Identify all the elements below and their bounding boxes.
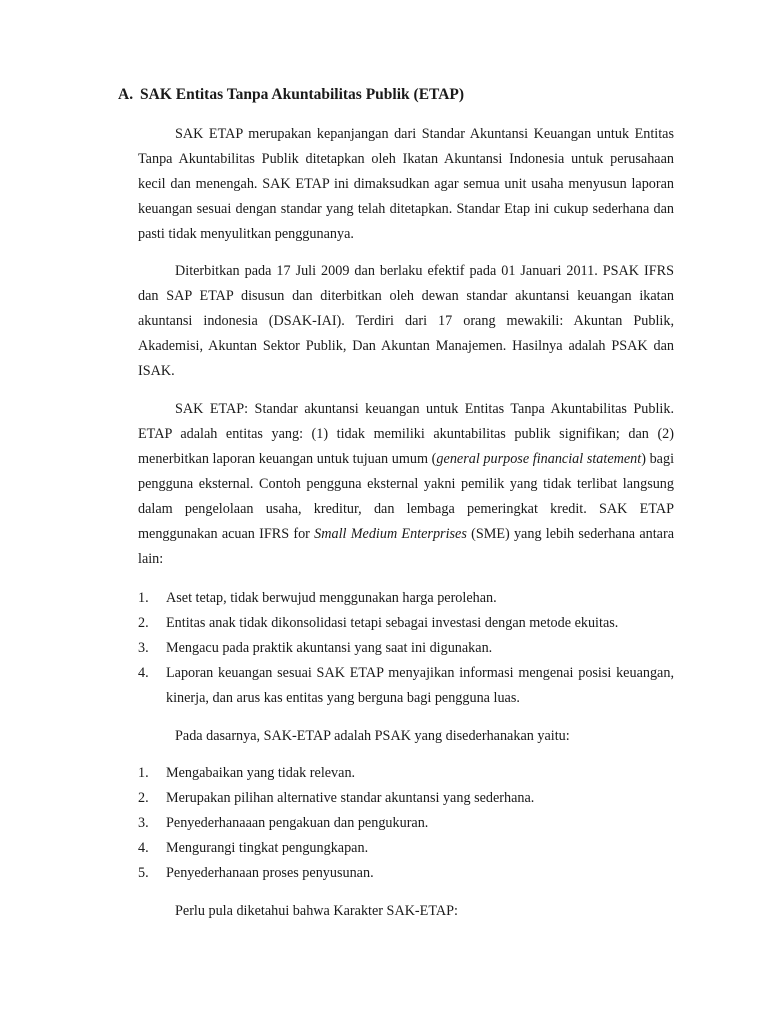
list-item bbox=[138, 611, 674, 636]
list-item bbox=[138, 761, 674, 786]
list-item-text: Mengacu pada praktik akuntansi yang saat ini digunakan. bbox=[166, 640, 493, 656]
list-item-number: 3. bbox=[138, 640, 149, 656]
list-item bbox=[138, 836, 674, 861]
list-item-number: 5. bbox=[138, 865, 149, 881]
list-etap-characteristics bbox=[138, 586, 674, 711]
list-item-number: 4. bbox=[138, 665, 149, 681]
section-heading bbox=[118, 86, 464, 104]
list-item-number: 3. bbox=[138, 815, 149, 831]
list-item-text: Mengurangi tingkat pengungkapan. bbox=[166, 840, 369, 856]
list-item-number: 2. bbox=[138, 790, 149, 806]
list-item-text: Mengabaikan yang tidak relevan. bbox=[166, 765, 356, 781]
list-item-text: Laporan keuangan sesuai SAK ETAP menyajikan informasi mengenai posisi keuangan, kinerja, dan arus kas entitas yang berguna bagi pengguna luas. bbox=[166, 665, 674, 706]
list-item bbox=[138, 786, 674, 811]
list-item-text: Penyederhanaaan pengakuan dan pengukuran. bbox=[166, 815, 429, 831]
etap-italic-general-purpose: general purpose financial statement bbox=[436, 451, 642, 467]
paragraph-karakter-intro: Perlu pula diketahui bahwa Karakter SAK-ETAP: bbox=[175, 903, 458, 919]
section-title: SAK Entitas Tanpa Akuntabilitas Publik (ETAP) bbox=[140, 86, 465, 103]
list-item-number: 1. bbox=[138, 590, 149, 606]
list-item-text: Penyederhanaan proses penyusunan. bbox=[166, 865, 374, 881]
etap-text-part-1: SAK ETAP: Standar akuntansi keuangan untuk Entitas Tanpa Akuntabilitas Publik. ETAP adalah entitas yang: (1) tidak memiliki akuntabilitas publik signifikan; dan (2) menerbitkan laporan keuangan untuk tujuan umum ( bbox=[138, 401, 674, 467]
list-item bbox=[138, 811, 674, 836]
list-item-text: Entitas anak tidak dikonsolidasi tetapi sebagai investasi dengan metode ekuitas. bbox=[166, 615, 619, 631]
list-item bbox=[138, 861, 674, 886]
list-item-number: 1. bbox=[138, 765, 149, 781]
list-item-text: Merupakan pilihan alternative standar akuntansi yang sederhana. bbox=[166, 790, 535, 806]
list-item bbox=[138, 636, 674, 661]
etap-text-part-3: (SME) yang lebih sederhana antara lain: bbox=[138, 526, 674, 567]
list-simplification-points bbox=[138, 761, 674, 886]
paragraph-etap-description bbox=[138, 397, 674, 572]
paragraph-psak-simplified: Pada dasarnya, SAK-ETAP adalah PSAK yang disederhanakan yaitu: bbox=[175, 728, 570, 744]
section-letter: A. bbox=[118, 86, 134, 103]
list-item-text: Aset tetap, tidak berwujud menggunakan harga perolehan. bbox=[166, 590, 497, 606]
paragraph-publication-date: Diterbitkan pada 17 Juli 2009 dan berlaku efektif pada 01 Januari 2011. PSAK IFRS dan SAP ETAP disusun dan diterbitkan oleh dewan standar akuntansi keuangan ikatan akuntansi indonesia (DSAK-IAI). Terdiri dari 17 orang mewakili: Akuntan Publik, Akademisi, Akuntan Sektor Publik, Dan Akuntan Manajemen. Hasilnya adalah PSAK dan ISAK. bbox=[138, 263, 674, 379]
paragraph-sak-etap-definition: SAK ETAP merupakan kepanjangan dari Standar Akuntansi Keuangan untuk Entitas Tanpa Akuntabilitas Publik ditetapkan oleh Ikatan Akuntansi Indonesia untuk perusahaan kecil dan menengah. SAK ETAP ini dimaksudkan agar semua unit usaha menyusun laporan keuangan sesuai dengan standar yang telah ditetapkan. Standar Etap ini cukup sederhana dan pasti tidak menyulitkan penggunanya. bbox=[138, 126, 674, 242]
etap-text-part-2: ) bagi pengguna eksternal. Contoh pengguna eksternal yakni pemilik yang tidak terlibat langsung dalam pengelolaan usaha, kreditur, dan lembaga pemeringkat kredit. SAK ETAP menggunakan acuan IFRS for bbox=[138, 451, 675, 542]
list-item-number: 4. bbox=[138, 840, 149, 856]
list-item-number: 2. bbox=[138, 615, 149, 631]
etap-italic-sme: Small Medium Enterprises bbox=[314, 526, 467, 542]
list-item bbox=[138, 661, 674, 711]
list-item bbox=[138, 586, 674, 611]
